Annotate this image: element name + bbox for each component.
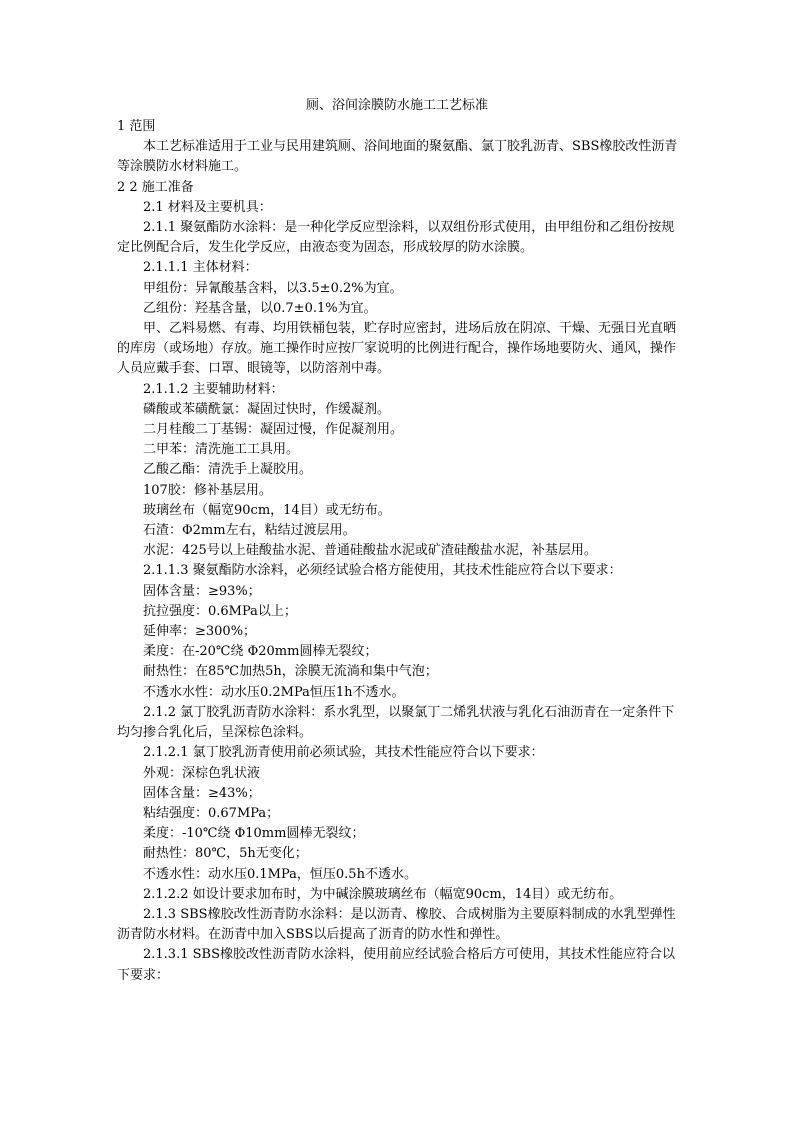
paragraph: 2.1.2.2 如设计要求加布时，为中碱涂膜玻璃丝布（幅宽90cm，14目）或无纺布。 — [143, 886, 623, 902]
paragraph: 2.1.1.3 聚氨酯防水涂料，必须经试验合格方能使用，其技术性能应符合以下要求： — [143, 563, 622, 579]
paragraph: 固体含量：≥93%； — [143, 583, 261, 599]
paragraph: 2.1.1.1 主体材料： — [143, 260, 258, 276]
paragraph: 2.1.2.1 氯丁胶乳沥青使用前必须试验，其技术性能应符合以下要求： — [143, 745, 544, 761]
paragraph: 甲组份：异氰酸基含料，以3.5±0.2%为宜。 — [143, 280, 403, 296]
paragraph: 粘结强度：0.67MPa； — [143, 805, 280, 821]
paragraph: 外观：深棕色乳状液 — [143, 765, 261, 781]
paragraph: 抗拉强度：0.6MPa以上； — [143, 603, 297, 619]
paragraph: 玻璃丝布（幅宽90cm，14目）或无纺布。 — [143, 502, 391, 518]
paragraph: 固体含量：≥43%； — [143, 785, 261, 801]
paragraph: 2.1.1 聚氨酯防水涂料：是一种化学反应型涂料，以双组份形式使用，由甲组份和乙组份按规定比例配合后，发生化学反应，由液态变为固态，形成较厚的防水涂膜。 — [117, 220, 675, 256]
paragraph: 乙组份：羟基含量，以0.7±0.1%为宜。 — [143, 300, 377, 316]
paragraph: 2.1.3 SBS橡胶改性沥青防水涂料：是以沥青、橡胶、合成树脂为主要原料制成的水乳型弹性沥青防水材料。在沥青中加入SBS以后提高了沥青的防水性和弹性。 — [117, 906, 676, 943]
paragraph: 本工艺标准适用于工业与民用建筑厕、浴间地面的聚氨酯、氯丁胶乳沥青、SBS橡胶改性沥青等涂膜防水材料施工。 — [117, 139, 678, 175]
paragraph: 水泥：425号以上硅酸盐水泥、普通硅酸盐水泥或矿渣硅酸盐水泥，补基层用。 — [143, 543, 597, 559]
paragraph: 二月桂酸二丁基锡：凝固过慢，作促凝剂用。 — [143, 422, 404, 438]
paragraph: 柔度：在-20℃绕 Φ20mm圆棒无裂纹； — [143, 644, 378, 660]
paragraph: 乙酸乙酯：清洗手上凝胶用。 — [143, 462, 313, 478]
paragraph: 柔度：-10℃绕 Φ10mm圆棒无裂纹； — [143, 826, 365, 842]
paragraph: 2.1.2 氯丁胶乳沥青防水涂料：系水乳型，以聚氯丁二烯乳状液与乳化石油沥青在一定条件下均匀掺合乳化后，呈深棕色涂料。 — [117, 704, 675, 741]
paragraph: 2 2 施工准备 — [117, 179, 194, 195]
paragraph: 2.1.1.2 主要辅助材料： — [143, 381, 284, 397]
paragraph: 1 范围 — [117, 119, 156, 134]
paragraph: 延伸率：≥300%； — [143, 624, 257, 640]
paragraph: 不透水性：动水压0.1MPa，恒压0.5h不透水。 — [143, 866, 417, 882]
paragraph: 耐热性：80℃，5h无变化； — [143, 846, 308, 862]
paragraph: 2.1 材料及主要机具： — [143, 199, 272, 215]
document-title: 厕、浴间涂膜防水施工工艺标准 — [305, 98, 488, 113]
paragraph: 甲、乙料易燃、有毒、均用铁桶包装，贮存时应密封，进场后放在阴凉、干燥、无强日光直晒的库房（或场地）存放。施工操作时应按厂家说明的比例进行配合，操作场地要防火、通风，操作人员应戴手套、口罩、眼镜等，以防溶剂中毒。 — [117, 321, 677, 377]
paragraph: 2.1.3.1 SBS橡胶改性沥青防水涂料，使用前应经试验合格后方可使用，其技术性能应符合以下要求： — [117, 947, 675, 983]
paragraph: 磷酸或苯磺酰氯：凝固过快时，作缓凝剂。 — [143, 401, 391, 417]
paragraph: 二甲苯：清洗施工工具用。 — [143, 442, 300, 458]
paragraph: 石渣：Φ2mm左右，粘结过渡层用。 — [143, 523, 356, 539]
paragraph: 不透水水性：动水压0.2MPa恒压1h不透水。 — [143, 684, 405, 700]
paragraph: 107胶：修补基层用。 — [143, 482, 272, 498]
paragraph: 耐热性：在85℃加热5h，涂膜无流淌和集中气泡； — [143, 664, 438, 680]
document-body — [117, 117, 685, 986]
